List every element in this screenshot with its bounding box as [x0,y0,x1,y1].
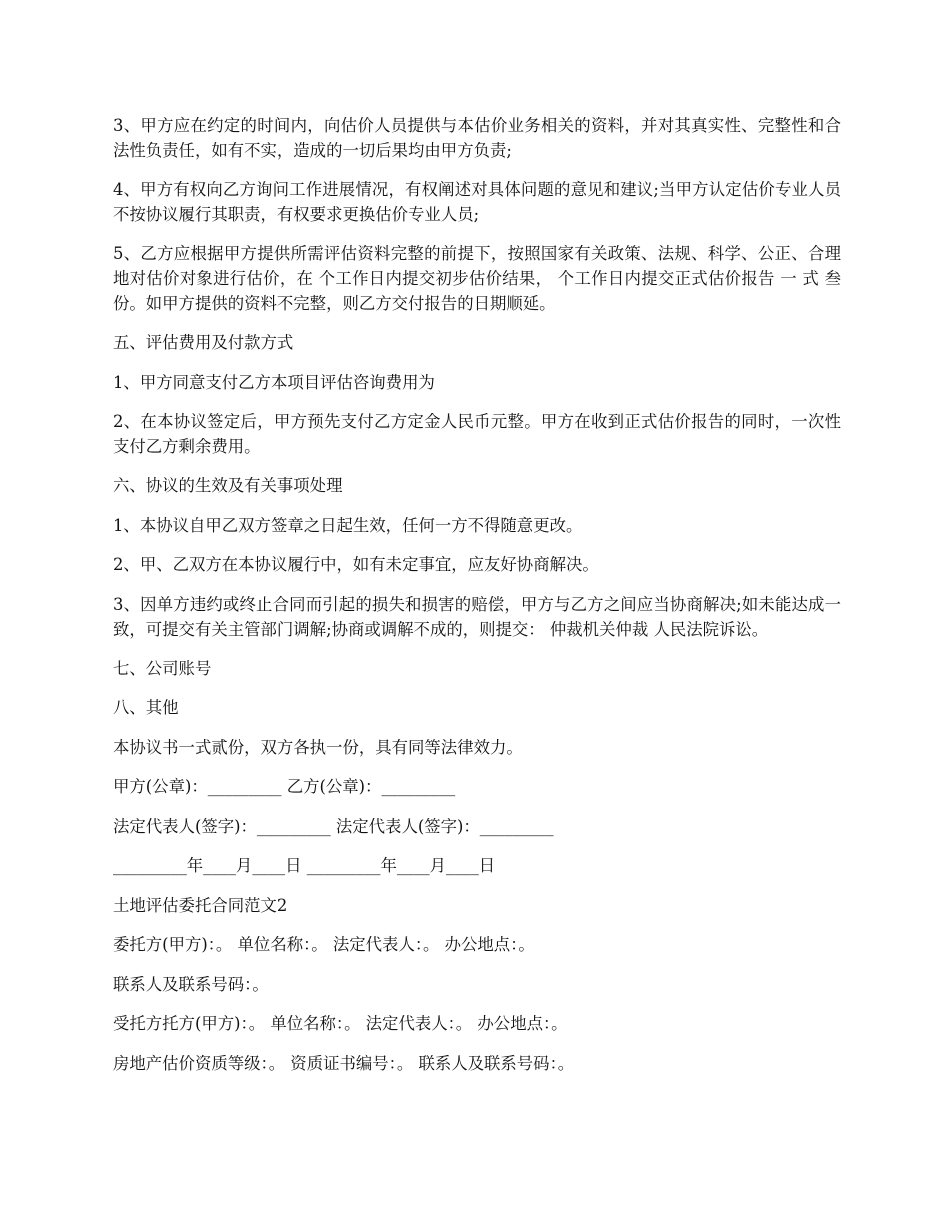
trustee-info-line: 受托方托方(甲方)：。 单位名称：。 法定代表人：。 办公地点：。 [113,1014,568,1033]
section-heading-fees: 五、评估费用及付款方式 [113,333,294,352]
fee-clause-2: 2、在本协议签定后，甲方预先支付乙方定金人民币元整。甲方在收到正式估价报告的同时，一次性支付乙方剩余费用。 [113,412,841,456]
signature-line: 法定代表人(签字)：_________ 法定代表人(签字)：_________ [113,816,554,836]
clause-5-valuation: 5、乙方应根据甲方提供所需评估资料完整的前提下，按照国家有关政策、法规、科学、公正、合理地对估价对象进行估价，在 个工作日内提交初步估价结果， 个工作日内提交正式估价报告 一 式 叁 份。如甲方提供的资料不完整，则乙方交付报告的日期顺延。 [113,244,847,313]
client-contact-line: 联系人及联系号码：。 [113,974,269,994]
second-contract-title: 土地评估委托合同范文2 [113,895,288,915]
seal-line: 甲方(公章)：_________ 乙方(公章)：_________ [113,777,456,796]
clause-4-inquiry: 4、甲方有权向乙方询问工作进展情况，有权阐述对具体问题的意见和建议;当甲方认定估价专业人员不按协议履行其职责，有权要求更换估价专业人员; [113,180,841,224]
effect-clause-3: 3、因单方违约或终止合同而引起的损失和损害的赔偿，甲方与乙方之间应当协商解决;如未能达成一致，可提交有关主管部门调解;协商或调解不成的，则提交： 仲裁机关仲裁 人民法院诉讼。 [113,594,841,639]
effect-clause-2: 2、甲、乙双方在本协议履行中，如有未定事宜，应友好协商解决。 [113,555,599,574]
date-line: _________年____月____日 _________年____月____日 [113,856,496,875]
fee-clause-1: 1、甲方同意支付乙方本项目评估咨询费用为 [113,372,435,392]
copies-statement: 本协议书一式贰份，双方各执一份，具有同等法律效力。 [113,737,523,757]
document-body [113,113,847,1090]
section-heading-account: 七、公司账号 [113,658,212,678]
client-info-line: 委托方(甲方)：。 单位名称：。 法定代表人：。 办公地点：。 [113,935,535,954]
qualification-line: 房地产估价资质等级：。 资质证书编号：。 联系人及联系号码：。 [113,1053,575,1073]
section-heading-other: 八、其他 [113,698,179,717]
section-heading-effect: 六、协议的生效及有关事项处理 [113,476,343,495]
effect-clause-1: 1、本协议自甲乙双方签章之日起生效，任何一方不得随意更改。 [113,515,583,535]
clause-3-materials: 3、甲方应在约定的时间内，向估价人员提供与本估价业务相关的资料，并对其真实性、完整性和合法性负责任，如有不实，造成的一切后果均由甲方负责; [113,116,841,160]
